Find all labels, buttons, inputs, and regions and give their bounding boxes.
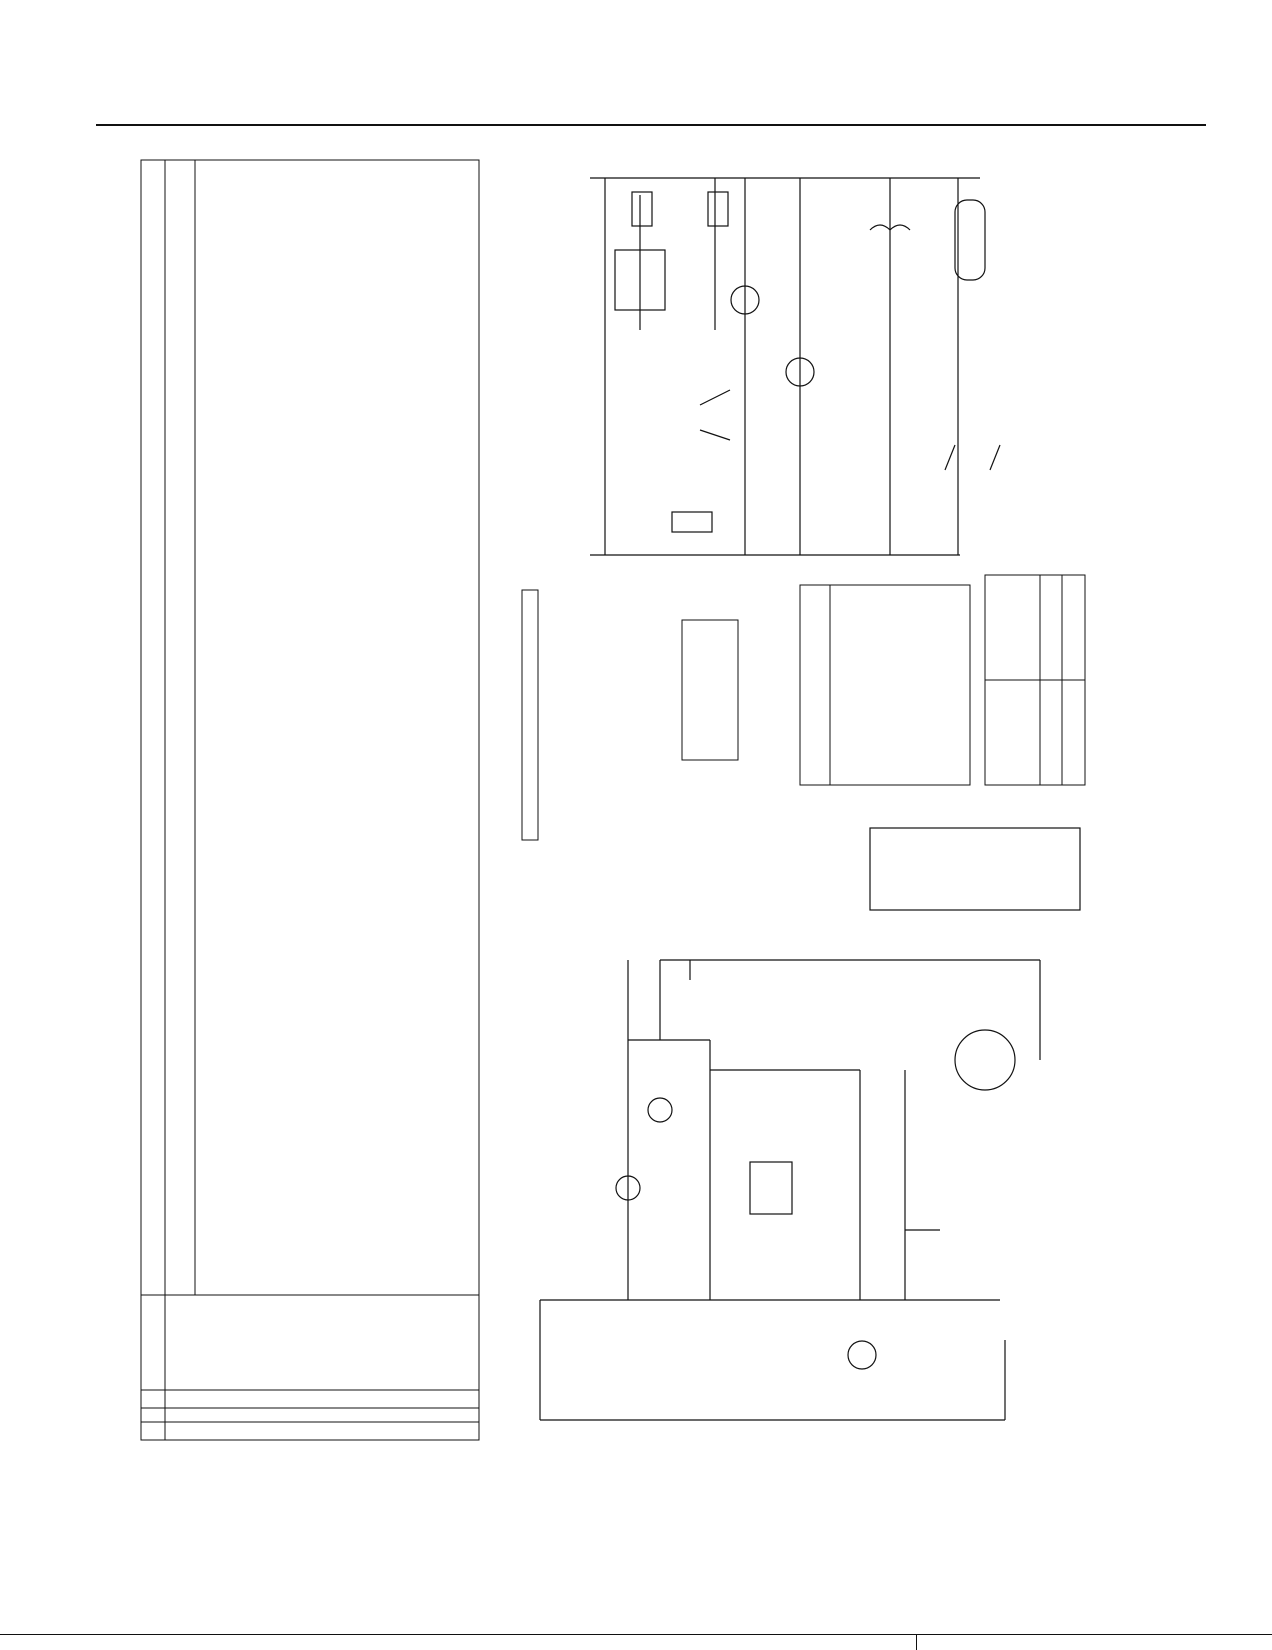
footer-tick — [916, 1634, 917, 1650]
cold-valve-coil — [708, 192, 728, 226]
wiring-codes-box — [800, 585, 970, 785]
lid-lock-box — [672, 512, 712, 532]
drive-motor-circle — [955, 1030, 1015, 1090]
ladder-diagram — [540, 828, 1080, 1420]
timer-chart — [141, 160, 479, 1440]
footer-rule — [0, 1634, 1272, 1635]
pump-motor-circle — [648, 1098, 672, 1122]
legends — [522, 575, 1085, 840]
motor-high-winding — [955, 200, 985, 280]
cord-detail-box — [870, 828, 1080, 910]
chart-frame — [141, 160, 479, 1440]
schematic — [590, 178, 1000, 555]
timer-plug-outline — [682, 620, 738, 760]
timer-motor-circle — [848, 1341, 876, 1369]
temp-switch-rect — [750, 1162, 792, 1214]
spray-bar — [522, 590, 538, 840]
hot-valve-coil — [632, 192, 652, 226]
